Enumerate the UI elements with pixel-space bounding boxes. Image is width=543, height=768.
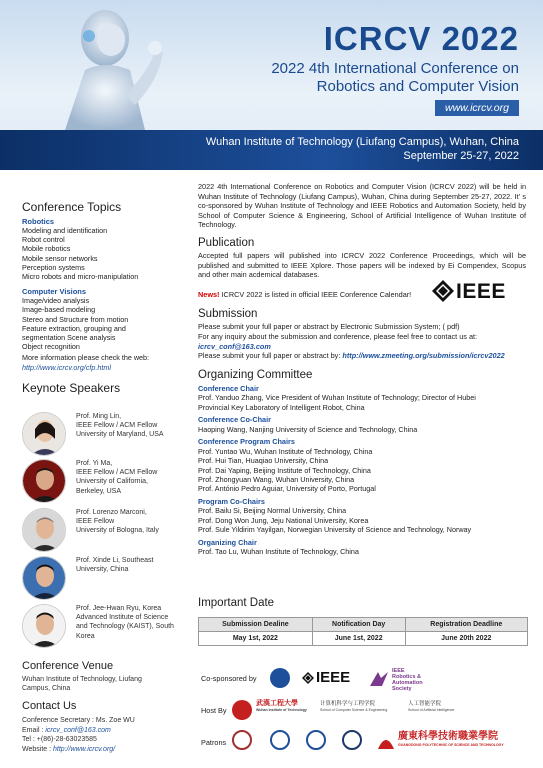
patron-seal-logo bbox=[306, 730, 326, 750]
speaker-card bbox=[22, 556, 187, 600]
committee-member: Prof. Dai Yaping, Beijing Institute of Technology, China bbox=[198, 465, 371, 475]
cosponsored-label: Co-sponsored by bbox=[201, 674, 257, 683]
speaker-info: Prof. Yi Ma, IEEE Fellow / ACM Fellow University of California, Berkeley, USA bbox=[76, 460, 158, 495]
venue-heading: Conference Venue bbox=[22, 660, 114, 672]
host1-name: 武漢工程大學 Wuhan Institute of Technology bbox=[256, 700, 307, 712]
committee-member: Prof. António Pedro Aguiar, University of Porto, Portugal bbox=[198, 484, 376, 494]
committee-heading: Organizing Committee bbox=[198, 368, 313, 381]
ras-logo-text: IEEE Robotics & Automation Society bbox=[392, 668, 423, 692]
committee-role: Program Co-Chairs bbox=[198, 496, 265, 506]
patron-logo-icon bbox=[376, 731, 396, 751]
topic-item: Perception systems bbox=[22, 262, 85, 272]
committee-member: Provincial Key Laboratory of Intelligent Robot, China bbox=[198, 402, 365, 412]
ieee-diamond-icon bbox=[432, 280, 454, 302]
speaker-card bbox=[22, 604, 187, 648]
speaker-card bbox=[22, 508, 187, 552]
submission-heading: Submission bbox=[198, 308, 258, 321]
table-cell: May 1st, 2022 bbox=[199, 632, 313, 646]
committee-role: Organizing Chair bbox=[198, 537, 257, 547]
committee-member: Haoping Wang, Nanjing University of Science and Technology, China bbox=[198, 424, 418, 434]
header-banner bbox=[0, 0, 543, 170]
committee-member: Prof. Zhongyuan Wang, Wuhan University, China bbox=[198, 474, 355, 484]
topic-group-title: Robotics bbox=[22, 217, 55, 226]
speaker-photo bbox=[22, 412, 66, 456]
topic-item: Mobile sensor networks bbox=[22, 253, 98, 263]
topic-item: Object recognition bbox=[22, 342, 80, 352]
intro-paragraph: 2022 4th International Conference on Robotics and Computer Vision (ICRCV 2022) will be held in Wuhan Institute of Technology (Liufang Campus), Wuhan, China during September 25-27, 2022. It' s co-sponsored by Wuhan Institute of Technology and IEEE Robotics and Automation Society, held by School of Computer Science & Engineering, School of Artificial Intelligence of Wuhan Institute of Technology. bbox=[198, 182, 526, 230]
contact-email-link[interactable]: icrcv_conf@163.com bbox=[45, 726, 111, 734]
speaker-photo bbox=[22, 459, 66, 503]
table-header-row bbox=[199, 618, 528, 632]
robot-illustration bbox=[55, 0, 205, 130]
committee-member: Prof. Tao Lu, Wuhan Institute of Technology, China bbox=[198, 547, 359, 557]
ieee-cosponsor-text: IEEE bbox=[316, 669, 351, 686]
topic-item: Robot control bbox=[22, 235, 65, 245]
host3-name: 人工智能学院 School of Artificial Intelligence bbox=[408, 701, 455, 712]
website-tag[interactable]: www.icrcv.org bbox=[435, 100, 519, 116]
news-label: News! bbox=[198, 289, 220, 299]
topic-item: Modeling and identification bbox=[22, 226, 108, 235]
topic-item: Micro robots and micro-manipulation bbox=[22, 272, 139, 282]
topic-item: Feature extraction, grouping and bbox=[22, 323, 126, 333]
speaker-info: Prof. Lorenzo Marconi, IEEE Fellow University of Bologna, Italy bbox=[76, 509, 159, 535]
publication-heading: Publication bbox=[198, 236, 255, 249]
host2-name: 计算机科学与工程学院 School of Computer Science & Engineering bbox=[320, 701, 388, 712]
host-seal-logo bbox=[232, 700, 252, 720]
cfp-link[interactable]: http://www.icrcv.org/cfp.html bbox=[22, 362, 111, 372]
patron-seal-logo bbox=[270, 730, 290, 750]
committee-member: Prof. Dong Won Jung, Jeju National University, Korea bbox=[198, 515, 369, 525]
contact-website-link[interactable]: http://www.icrcv.org/ bbox=[53, 745, 116, 753]
table-cell: June 1st, 2022 bbox=[312, 632, 405, 646]
ras-logo-icon bbox=[368, 670, 390, 688]
conference-location: Wuhan Institute of Technology (Liufang Campus), Wuhan, China bbox=[205, 136, 519, 148]
topic-item: Image-based modeling bbox=[22, 305, 96, 315]
conference-subtitle: 2022 4th International Conference on Robotics and Computer Vision bbox=[271, 60, 519, 95]
patron-seal-logo bbox=[342, 730, 362, 750]
conference-title: ICRCV 2022 bbox=[323, 20, 519, 57]
committee-member: Prof. Sule Yildirim Yayilgan, Norwegian University of Science and Technology, Norway bbox=[198, 525, 472, 535]
ieee-diamond-icon bbox=[302, 672, 314, 684]
table-row bbox=[199, 632, 528, 646]
table-header: Submission Dealine bbox=[199, 618, 313, 632]
speaker-info: Prof. Ming Lin, IEEE Fellow / ACM Fellow University of Maryland, USA bbox=[76, 413, 164, 439]
secretary: Conference Secretary : Ms. Zoe WU bbox=[22, 717, 135, 724]
committee-member: Prof. Bailu Si, Beijing Normal University, China bbox=[198, 506, 347, 516]
venue-text: Wuhan Institute of Technology, Liufang Campus, China bbox=[22, 676, 142, 692]
speaker-card bbox=[22, 459, 187, 503]
news-line: News! ICRCV 2022 is listed in official IEEE Conference Calendar! bbox=[198, 289, 412, 299]
main-content: 2022 4th International Conference on Robotics and Computer Vision (ICRCV 2022) will be held in Wuhan Institute of Technology (Liufang Campus), Wuhan, China during September 25-27, 2022. It' s co-sponsored by Wuhan Institute of Technology and IEEE Robotics and Automation Society, held by School of Computer Science & Engineering, School of Artificial Intelligence of Wuhan Institute of Technology. Publication Accepted full papers will published into ICRCV 2022 Conference Proceedings, which will be published and submitted to IEEE Xplore. Those papers will be indexed by Ei Compendex, Scopus and other main acdemical databases. News! ICRCV 2022 is listed in official IEEE Conference Calendar! Submission Please submit your full paper or abstract by Electronic Submission System; ( pdf) For any inquiry about the submission and conference, please feel free to contact us at: icrcv_conf@163.com Please submit your full paper or abstract by: http://www.zmeeting.org/submission/icrcv2022 Organizing Committee Conference Chair Prof. Yanduo Zhang, Vice President of Wuhan Institute of Technology; Director of Hubei Provincial Key Laboratory of Intelligent Robot, China Conference Co-Chair Haoping Wang, Nanjing University of Science and Technology, China Conference Program Chairs Prof. Yuntao Wu, Wuhan Institute of Technology, China Prof. Hui Tian, Huaqiao University, China Prof. Dai Yaping, Beijing Institute of Technology, China Prof. Zhongyuan Wang, Wuhan University, China Prof. António Pedro Aguiar, University of Porto, Portugal Program Co-Chairs Prof. Bailu Si, Beijing Normal University, China Prof. Dong Won Jung, Jeju National University, Korea Prof. Sule Yildirim Yayilgan, Norwegian University of Science and Technology, Norway Organizing Chair Prof. Tao Lu, Wuhan Institute of Technology, China bbox=[198, 182, 526, 557]
publication-text: Accepted full papers will published into ICRCV 2022 Conference Proceedings, which will be published and submitted to IEEE Xplore. Those papers will be indexed by Ei Compendex, Scopus and other main acdemical databases. bbox=[198, 250, 526, 280]
topic-item: Stereo and Structure from motion bbox=[22, 314, 129, 324]
topic-item: Mobile robotics bbox=[22, 244, 71, 254]
conference-dates: September 25-27, 2022 bbox=[403, 150, 519, 162]
topic-item: segmentation Scene analysis bbox=[22, 333, 116, 343]
contact-heading: Contact Us bbox=[22, 700, 77, 712]
dates-heading: Important Date bbox=[198, 597, 275, 609]
patron-seal-logo bbox=[232, 730, 252, 750]
contact-tel: Tel : +(86)-28-63023585 bbox=[22, 736, 97, 743]
submission-system-link[interactable]: http://www.zmeeting.org/submission/icrcv2022 bbox=[342, 351, 505, 361]
submission-line: Please submit your full paper or abstract by Electronic Submission System; ( pdf) bbox=[198, 322, 460, 332]
committee-role: Conference Chair bbox=[198, 383, 259, 393]
table-header: Notification Day bbox=[312, 618, 405, 632]
ieee-logo: IEEE bbox=[432, 280, 524, 304]
submission-email-link[interactable]: icrcv_conf@163.com bbox=[198, 341, 271, 351]
speaker-info: Prof. Xinde Li, Southeast University, China bbox=[76, 557, 154, 574]
topic-item: Image/video analysis bbox=[22, 296, 90, 306]
wit-logo bbox=[270, 668, 290, 688]
speaker-photo bbox=[22, 604, 66, 648]
topics-section bbox=[22, 200, 187, 397]
table-cell: June 20th 2022 bbox=[405, 632, 527, 646]
topic-group-title: Computer Visions bbox=[22, 287, 87, 297]
submission-line: For any inquiry about the submission and conference, please feel free to contact us at: bbox=[198, 331, 478, 341]
more-info: More information please check the web: http://www.icrcv.org/cfp.html bbox=[22, 353, 150, 372]
host-label: Host By bbox=[201, 706, 227, 715]
patron-name: 廣東科學技術職業學院 GUANGDONG POLYTECHNIC OF SCIENCE AND TECHNOLOGY bbox=[398, 731, 504, 747]
topics-heading: Conference Topics bbox=[22, 200, 122, 214]
speaker-photo bbox=[22, 508, 66, 552]
keynote-heading: Keynote Speakers bbox=[22, 380, 121, 395]
committee-member: Prof. Yuntao Wu, Wuhan Institute of Technology, China bbox=[198, 446, 373, 456]
dates-table bbox=[198, 617, 528, 646]
contact-info: Conference Secretary : Ms. Zoe WU Email : icrcv_conf@163.com Tel : +(86)-28-63023585 Website : http://www.icrcv.org/ bbox=[22, 717, 135, 753]
committee-role: Conference Program Chairs bbox=[198, 437, 295, 447]
committee-role: Conference Co-Chair bbox=[198, 415, 271, 425]
table-header: Registration Deadline bbox=[405, 618, 527, 632]
speaker-card bbox=[22, 412, 187, 456]
committee-member: Prof. Yanduo Zhang, Vice President of Wuhan Institute of Technology; Director of Hubei bbox=[198, 393, 476, 403]
speaker-info: Prof. Jee-Hwan Ryu, Korea Advanced Institute of Science and Technology (KAIST), South Korea bbox=[76, 605, 174, 640]
patrons-label: Patrons bbox=[201, 738, 227, 747]
committee-member: Prof. Hui Tian, Huaqiao University, China bbox=[198, 456, 329, 466]
speaker-photo bbox=[22, 556, 66, 600]
